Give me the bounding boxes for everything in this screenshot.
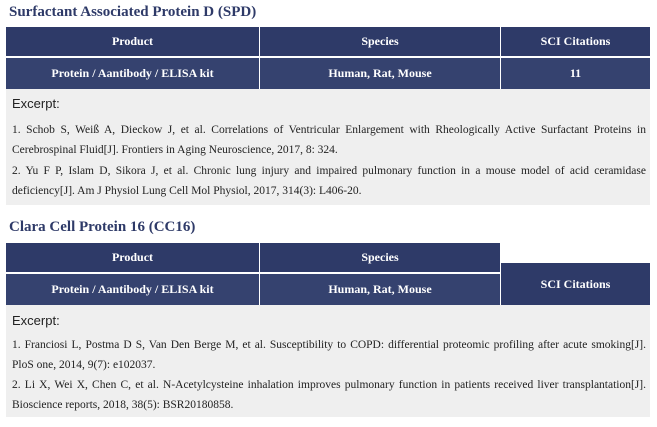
excerpt-label: Excerpt: — [12, 96, 60, 111]
table-header-species: Species — [260, 27, 500, 56]
section-title: Clara Cell Protein 16 (CC16) — [9, 219, 196, 235]
reference-item: 1. Schob S, Weiß A, Dieckow J, et al. Correlations of Ventricular Enlargement with Rheologically Active Surfactant Proteins in Cerebrospinal Fluid[J]. Frontiers in Aging Neuroscience, 2017, 8: 324. — [12, 124, 646, 156]
table-header-species: Species — [260, 243, 500, 272]
excerpt-label: Excerpt: — [12, 313, 60, 328]
table-cell-species: Human, Rat, Mouse — [260, 58, 500, 89]
product-table — [6, 27, 650, 89]
reference-item: 1. Franciosi L, Postma D S, Van Den Berge M, et al. Susceptibility to COPD: differential proteomic profiling after acute smoking[J]. PloS one, 2014, 9(7): e102037. — [12, 339, 646, 371]
table-header-sci-citations: SCI Citations — [501, 263, 650, 305]
table-cell-product: Protein / Aantibody / ELISA kit — [6, 58, 259, 89]
product-table — [6, 243, 650, 305]
excerpt-box — [6, 89, 650, 205]
table-header-sci-citations: SCI Citations — [501, 27, 650, 56]
table-cell-product: Protein / Aantibody / ELISA kit — [6, 274, 259, 305]
reference-item: 2. Li X, Wei X, Chen C, et al. N-Acetylcysteine inhalation improves pulmonary function in patients received liver transplantation[J]. Bioscience reports, 2018, 38(5): BSR20180858. — [12, 379, 646, 411]
section-title: Surfactant Associated Protein D (SPD) — [9, 4, 257, 20]
excerpt-box — [6, 305, 650, 417]
table-header-product: Product — [6, 27, 259, 56]
table-cell-species: Human, Rat, Mouse — [260, 274, 500, 305]
table-header-product: Product — [6, 243, 259, 272]
reference-item: 2. Yu F P, Islam D, Sikora J, et al. Chronic lung injury and impaired pulmonary function in a mouse model of acid ceramidase deficiency[J]. Am J Physiol Lung Cell Mol Physiol, 2017, 314(3): L406-20. — [12, 165, 646, 197]
table-cell-citations: 11 — [501, 58, 650, 89]
